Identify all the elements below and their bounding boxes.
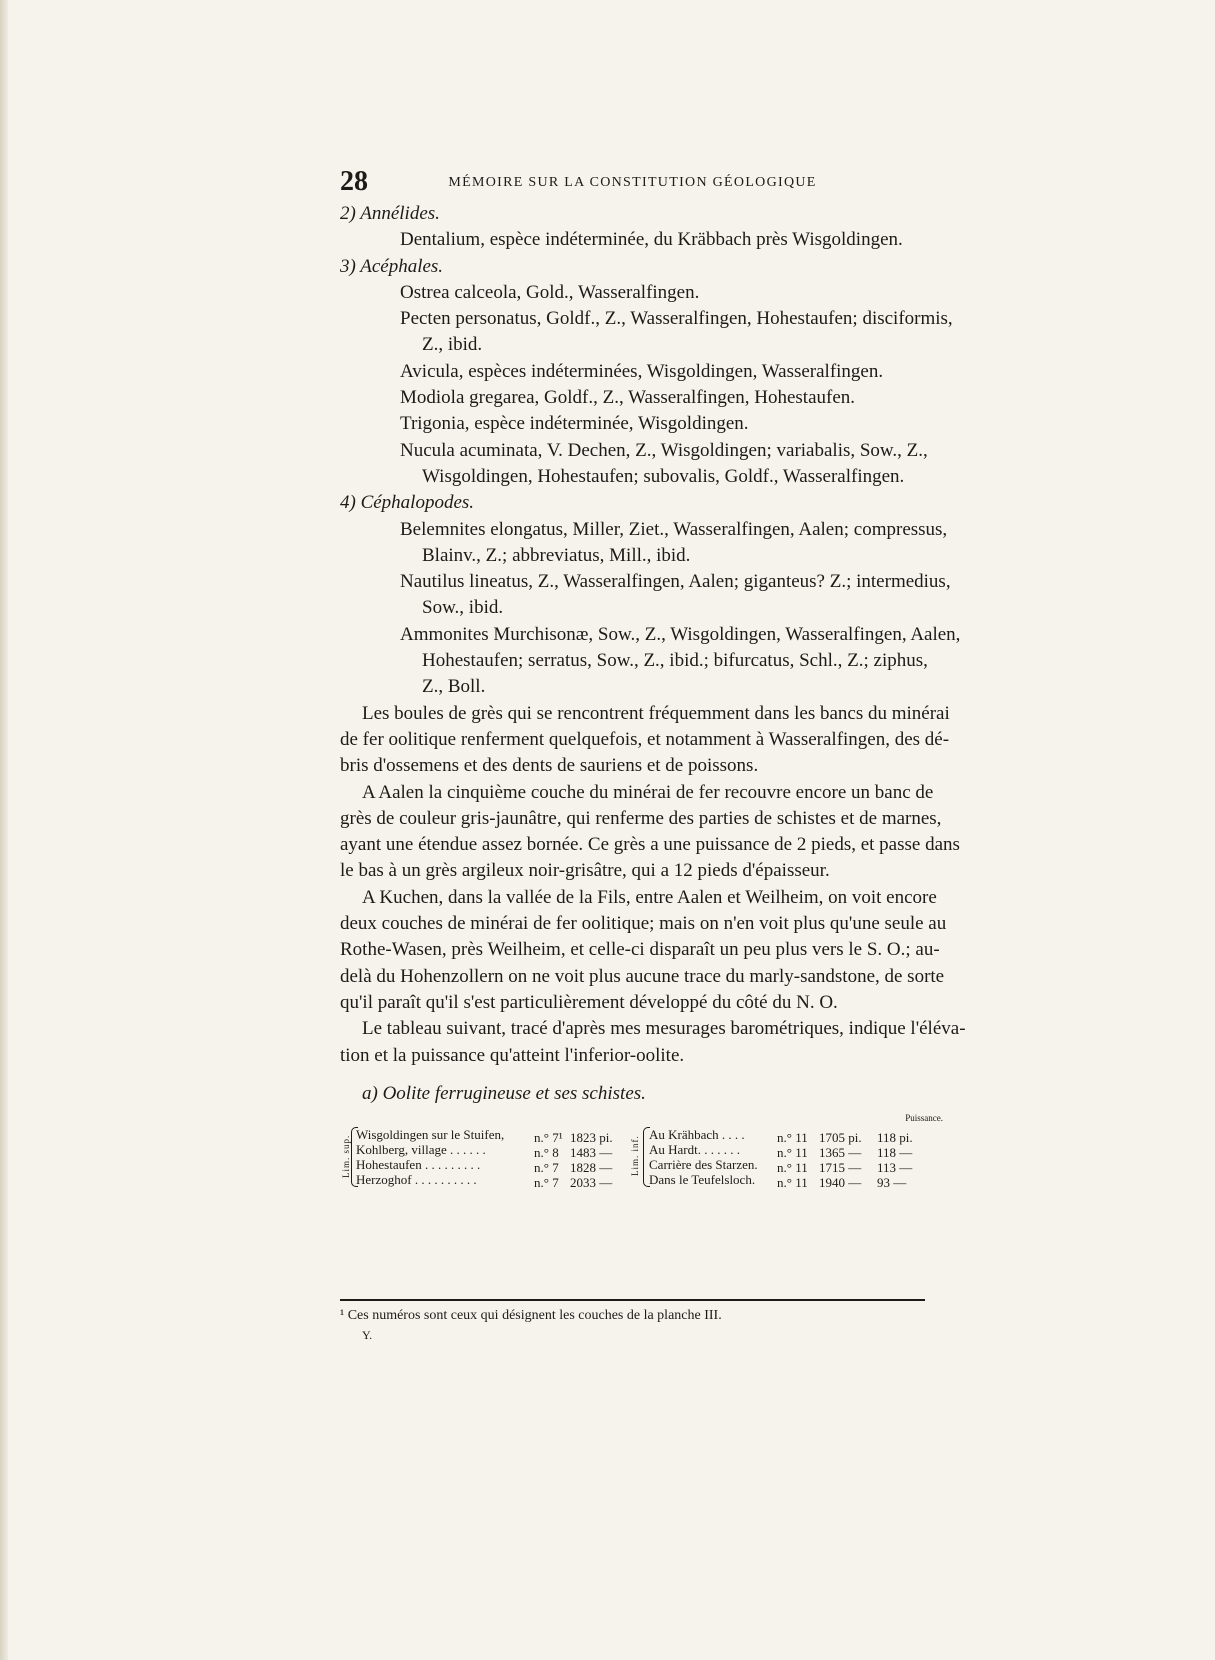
paragraph-line: qu'il paraît qu'il s'est particulièrement développé du côté du N. O. bbox=[340, 991, 838, 1013]
row-place: Kohlberg, village . . . . . . bbox=[356, 1141, 486, 1157]
species-entry-continued: Sow., ibid. bbox=[422, 597, 504, 619]
paragraph-line: bris d'ossemens et des dents de sauriens et de poissons. bbox=[340, 755, 759, 777]
table-row bbox=[356, 1156, 626, 1175]
document-page bbox=[340, 165, 966, 1342]
row-altitude: 1940 — bbox=[819, 1174, 862, 1190]
footnote-rule bbox=[340, 1299, 925, 1301]
row-puissance: 113 — bbox=[877, 1159, 913, 1175]
row-puissance: 118 pi. bbox=[877, 1129, 913, 1145]
page-header bbox=[340, 165, 925, 199]
species-entry: Modiola gregarea, Goldf., Z., Wasseralfingen, Hohestaufen. bbox=[400, 387, 856, 409]
paragraph-line: grès de couleur gris-jaunâtre, qui renferme des parties de schistes et de marnes, bbox=[340, 807, 942, 829]
row-place: Wisgoldingen sur le Stuifen, bbox=[356, 1126, 505, 1142]
species-entry: Nucula acuminata, V. Dechen, Z., Wisgoldingen; variabalis, Sow., Z., bbox=[400, 439, 928, 461]
row-number: n.° 11 bbox=[777, 1174, 808, 1190]
species-entry-continued: Hohestaufen; serratus, Sow., Z., ibid.; bifurcatus, Schl., Z.; ziphus, bbox=[422, 650, 928, 672]
row-altitude: 1365 — bbox=[819, 1144, 862, 1160]
row-place: Au Krähbach . . . . bbox=[649, 1126, 745, 1142]
table-row bbox=[356, 1126, 626, 1145]
row-number: n.° 8 bbox=[534, 1144, 559, 1160]
row-altitude: 1828 — bbox=[570, 1159, 613, 1175]
section-heading: 3) Acéphales. bbox=[340, 255, 444, 277]
puissance-header: Puissance. bbox=[905, 1112, 943, 1123]
row-number: n.° 11 bbox=[777, 1129, 808, 1145]
page-binding-edge bbox=[0, 0, 8, 1660]
row-place: Hohestaufen . . . . . . . . . bbox=[356, 1156, 481, 1172]
species-entry-continued: Wisgoldingen, Hohestaufen; subovalis, Goldf., Wasseralfingen. bbox=[422, 465, 905, 487]
species-entry: Dentalium, espèce indéterminée, du Kräbbach près Wisgoldingen. bbox=[400, 229, 903, 251]
row-number: n.° 7 bbox=[534, 1174, 559, 1190]
page-number: 28 bbox=[340, 166, 368, 197]
table-row bbox=[649, 1141, 915, 1160]
row-place: Carrière des Starzen. bbox=[649, 1156, 758, 1172]
row-place: Dans le Teufelsloch. bbox=[649, 1171, 756, 1187]
row-number: n.° 11 bbox=[777, 1144, 808, 1160]
table-row bbox=[649, 1156, 915, 1175]
row-altitude: 1715 — bbox=[819, 1159, 862, 1175]
species-entry: Ostrea calceola, Gold., Wasseralfingen. bbox=[400, 281, 700, 303]
section-heading: 2) Annélides. bbox=[340, 203, 440, 224]
species-entry-continued: Z., Boll. bbox=[422, 676, 486, 698]
row-number: n.° 7 bbox=[534, 1159, 559, 1175]
elevation-table bbox=[340, 1107, 943, 1190]
paragraph-line: Les boules de grès qui se rencontrent fréquemment dans les bancs du minérai bbox=[362, 702, 950, 724]
paragraph-line: delà du Hohenzollern on ne voit plus aucune trace du marly-sandstone, de sorte bbox=[340, 965, 945, 987]
paragraph-line: le bas à un grès argileux noir-grisâtre, qui a 12 pieds d'épaisseur. bbox=[340, 860, 830, 882]
species-entry-continued: Blainv., Z.; abbreviatus, Mill., ibid. bbox=[422, 544, 691, 566]
upper-limit-label: Lim. sup. bbox=[341, 1134, 351, 1178]
paragraph-line: tion et la puissance qu'atteint l'inferior-oolite. bbox=[340, 1044, 685, 1066]
row-place: Herzoghof . . . . . . . . . . bbox=[356, 1171, 477, 1187]
row-altitude: 2033 — bbox=[570, 1174, 613, 1190]
paragraph-line: Le tableau suivant, tracé d'après mes mesurages barométriques, indique l'éléva- bbox=[362, 1018, 966, 1040]
section-heading: 4) Céphalopodes. bbox=[340, 492, 475, 514]
footnote: ¹ Ces numéros sont ceux qui désignent les couches de la planche III. bbox=[340, 1308, 722, 1323]
body-text bbox=[340, 201, 966, 1069]
paragraph-line: ayant une étendue assez bornée. Ce grès a une puissance de 2 pieds, et passe dans bbox=[340, 834, 960, 856]
species-entry: Ammonites Murchisonæ, Sow., Z., Wisgoldingen, Wasseralfingen, Aalen, bbox=[400, 623, 961, 645]
species-entry: Belemnites elongatus, Miller, Ziet., Wasseralfingen, Aalen; compressus, bbox=[400, 518, 948, 540]
table-row bbox=[649, 1126, 915, 1145]
paragraph-line: de fer oolitique renferment quelquefois, et notamment à Wasseralfingen, des dé- bbox=[340, 728, 950, 750]
paragraph-line: Rothe-Wasen, près Weilheim, et celle-ci disparaît un peu plus vers le S. O.; au- bbox=[340, 939, 940, 961]
row-number: n.° 11 bbox=[777, 1159, 808, 1175]
row-puissance: 118 — bbox=[877, 1144, 913, 1160]
lower-limit-label: Lim. inf. bbox=[630, 1135, 640, 1177]
table-title: a) Oolite ferrugineuse et ses schistes. bbox=[362, 1082, 646, 1104]
species-entry-continued: Z., ibid. bbox=[422, 334, 483, 356]
running-head: MÉMOIRE SUR LA CONSTITUTION GÉOLOGIQUE bbox=[448, 175, 817, 190]
row-puissance: 93 — bbox=[877, 1174, 907, 1190]
species-entry: Nautilus lineatus, Z., Wasseralfingen, Aalen; giganteus? Z.; intermedius, bbox=[400, 571, 951, 593]
species-entry: Trigonia, espèce indéterminée, Wisgoldingen. bbox=[400, 413, 749, 435]
row-place: Au Hardt. . . . . . . bbox=[649, 1141, 740, 1157]
species-entry: Avicula, espèces indéterminées, Wisgoldingen, Wasseralfingen. bbox=[400, 360, 884, 382]
species-entry: Pecten personatus, Goldf., Z., Wasseralfingen, Hohestaufen; disciformis, bbox=[400, 308, 953, 330]
row-altitude: 1823 pi. bbox=[570, 1129, 613, 1145]
table-row bbox=[356, 1171, 626, 1190]
table-row bbox=[649, 1171, 915, 1190]
table-row bbox=[356, 1141, 626, 1160]
row-number: n.° 7¹ bbox=[534, 1129, 563, 1145]
row-altitude: 1705 pi. bbox=[819, 1129, 862, 1145]
paragraph-line: deux couches de minérai de fer oolitique; mais on n'en voit plus qu'une seule au bbox=[340, 913, 947, 935]
row-altitude: 1483 — bbox=[570, 1144, 613, 1160]
signature-mark: Y. bbox=[362, 1328, 373, 1342]
paragraph-line: A Aalen la cinquième couche du minérai de fer recouvre encore un banc de bbox=[362, 781, 934, 803]
paragraph-line: A Kuchen, dans la vallée de la Fils, entre Aalen et Weilheim, on voit encore bbox=[362, 886, 937, 908]
